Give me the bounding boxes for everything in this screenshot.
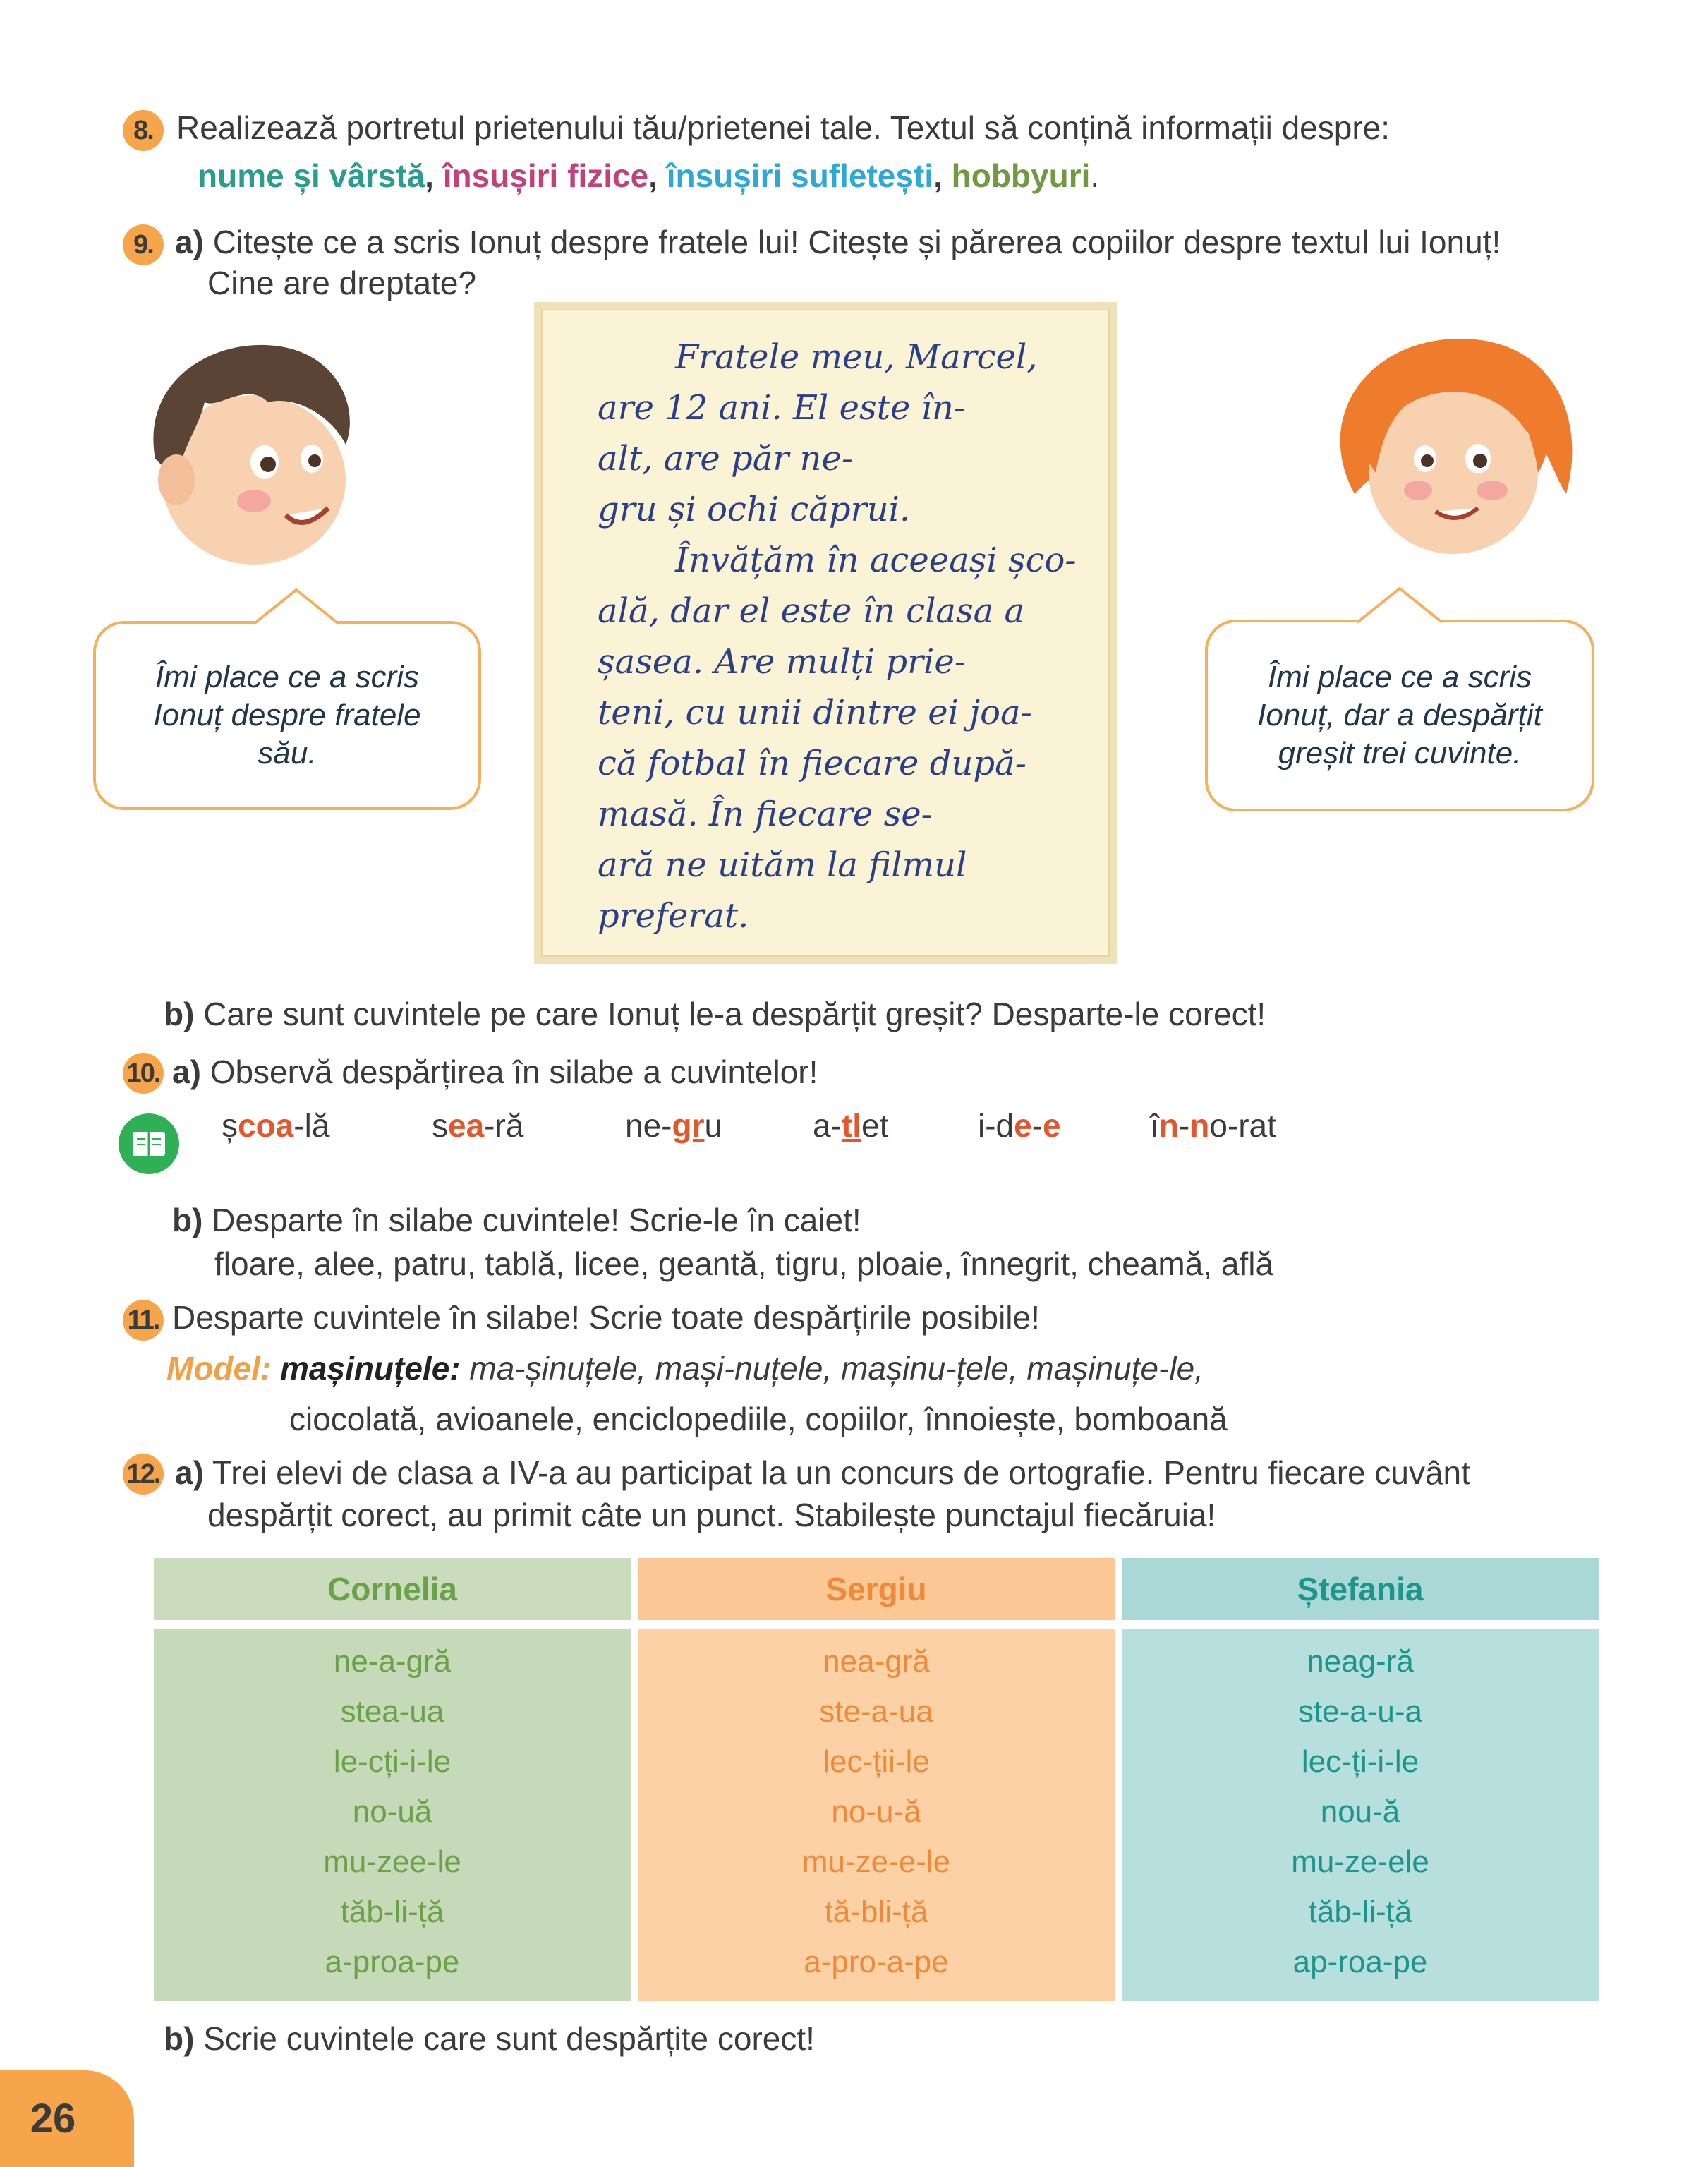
keyword-hobbies: hobbyuri	[951, 157, 1091, 194]
column-header-cornelia: Cornelia	[154, 1558, 631, 1620]
table-cell: tăb-li-ță	[340, 1895, 444, 1929]
part: o-rat	[1209, 1107, 1276, 1144]
exercise-9a-text	[175, 222, 1501, 262]
table-cell: tăb-li-ță	[1308, 1895, 1412, 1929]
part-highlight: gr	[672, 1107, 705, 1144]
note-line-1: Fratele meu, Marcel,	[675, 337, 1038, 377]
syllable-word-6	[1150, 1106, 1276, 1145]
exercise-12a-line2: despărțit corect, au primit câte un punct. Stabilește punctajul fiecăruia!	[207, 1497, 1216, 1533]
bubble-left-line2: Ionuț despre fratele	[153, 698, 421, 732]
note-line-3: alt, are păr ne-	[598, 439, 854, 478]
part: ș	[222, 1107, 238, 1144]
keyword-physical: însușiri fizice	[442, 157, 649, 194]
exercise-12b-instruction: Scrie cuvintele care sunt despărțite corect!	[203, 2020, 815, 2057]
part: -	[1178, 1107, 1190, 1144]
exercise-number-8: 8.	[123, 110, 164, 151]
girl-illustration	[1312, 332, 1594, 565]
part-highlight: coa	[238, 1107, 294, 1144]
keyword-soul: însușiri sufletești	[666, 157, 934, 194]
part: -	[1031, 1107, 1043, 1144]
bubble-right-line2: Ionuț, dar a despărțit	[1257, 698, 1542, 732]
table-cell: nou-ă	[1320, 1794, 1400, 1829]
exercise-10b-words: floare, alee, patru, tablă, licee, geantă, tigru, ploaie, înnegrit, cheamă, află	[214, 1245, 1274, 1282]
note-line-4: gru și ochi căprui.	[598, 490, 911, 529]
note-line-11: ară ne uităm la filmul	[598, 845, 967, 885]
exercise-10a-instruction: Observă despărțirea în silabe a cuvintelor!	[210, 1054, 818, 1090]
table-cell: mu-zee-le	[323, 1845, 461, 1879]
exercise-12a-text	[175, 1452, 1470, 1493]
table-cell: no-uă	[352, 1794, 432, 1829]
part: u	[704, 1107, 723, 1144]
part: et	[861, 1107, 889, 1144]
syllable-word-3	[625, 1106, 722, 1145]
note-line-6: ală, dar el este în clasa a	[598, 591, 1025, 631]
note-line-7: șasea. Are mulți prie-	[598, 642, 967, 682]
part: -ră	[484, 1107, 524, 1144]
part-highlight: n	[1189, 1107, 1210, 1144]
bubble-right-line3: greșit trei cuvinte.	[1278, 736, 1522, 771]
period: .	[1090, 157, 1100, 194]
label-b: b)	[164, 996, 195, 1032]
exercise-10a-text	[172, 1051, 818, 1092]
table-cell: lec-ții-le	[823, 1744, 930, 1779]
exercise-10b-instruction: Desparte în silabe cuvintele! Scrie-le în caiet!	[212, 1202, 861, 1238]
table-cell: ap-roa-pe	[1292, 1945, 1428, 1979]
note-line-8: teni, cu unii dintre ei joa-	[598, 693, 1032, 732]
label-a: a)	[175, 224, 204, 260]
table-cell: le-cți-i-le	[333, 1744, 452, 1779]
speech-bubble-right	[1205, 620, 1594, 811]
exercise-8-text: Realizează portretul prietenului tău/prietenei tale. Textul să conțină informații despre:	[176, 109, 1391, 146]
table-cell: lec-ți-i-le	[1301, 1744, 1419, 1779]
part-highlight: n	[1158, 1107, 1179, 1144]
part: a-	[813, 1107, 842, 1144]
part: î	[1150, 1107, 1159, 1144]
table-cell: ne-a-gră	[333, 1644, 452, 1679]
exercise-11-model	[166, 1348, 1204, 1389]
sep: ,	[425, 157, 443, 194]
exercise-9a-line2: Cine are dreptate?	[207, 265, 477, 301]
sep: ,	[933, 157, 952, 194]
bubble-right-tail	[1357, 587, 1442, 624]
bubble-right-line1: Îmi place ce a scris	[1267, 660, 1532, 694]
column-sergiu	[638, 1629, 1115, 2001]
exercise-10b-text	[172, 1200, 861, 1241]
column-stefania	[1122, 1629, 1599, 2001]
model-label: Model:	[166, 1350, 272, 1387]
handwritten-note	[534, 302, 1117, 964]
part: s	[432, 1107, 448, 1144]
note-line-10: masă. În fiecare se-	[598, 795, 933, 834]
table-cell: tă-bli-ță	[824, 1895, 928, 1929]
exercise-12b-text	[164, 2018, 815, 2059]
exercise-9a-line1: Citește ce a scris Ionuț despre fratele lui! Citește și părerea copiilor despre textul lui Ionuț!	[212, 224, 1501, 260]
part: i-d	[978, 1107, 1014, 1144]
syllable-word-2	[432, 1106, 523, 1145]
part-highlight: e	[1043, 1107, 1061, 1144]
table-cell: no-u-ă	[831, 1794, 921, 1829]
exercise-number-12: 12.	[123, 1454, 164, 1495]
boy-illustration	[127, 339, 367, 572]
page-number-tab	[0, 2070, 134, 2167]
syllable-word-4	[813, 1106, 888, 1145]
part-highlight: tl	[841, 1107, 862, 1144]
exercise-number-10: 10.	[123, 1053, 164, 1094]
column-cornelia	[154, 1629, 631, 2001]
exercise-9b-question: Care sunt cuvintele pe care Ionuț le-a despărțit greșit? Desparte-le corect!	[203, 996, 1266, 1032]
column-header-sergiu: Sergiu	[638, 1558, 1115, 1620]
syllable-word-1	[222, 1106, 329, 1145]
bubble-left-line3: său.	[258, 736, 317, 771]
table-cell: ste-a-ua	[819, 1694, 933, 1729]
table-cell: a-pro-a-pe	[804, 1945, 949, 1979]
part-highlight: ea	[448, 1107, 485, 1144]
book-icon	[117, 1112, 181, 1176]
table-cell: a-proa-pe	[325, 1945, 460, 1979]
label-a: a)	[172, 1054, 201, 1090]
exercise-11-words: ciocolată, avioanele, enciclopediile, copiilor, înnoiește, bomboană	[289, 1401, 1228, 1437]
note-line-9: că fotbal în fiecare după-	[598, 744, 1026, 783]
part-highlight: e	[1014, 1107, 1032, 1144]
table-cell: ste-a-u-a	[1297, 1694, 1423, 1729]
speech-bubble-left	[93, 621, 481, 810]
exercise-number-11: 11.	[123, 1300, 164, 1341]
label-b: b)	[172, 1202, 203, 1238]
label-a: a)	[175, 1454, 204, 1491]
table-cell: stea-ua	[340, 1694, 444, 1729]
part: -lă	[293, 1107, 330, 1144]
label-b: b)	[164, 2020, 195, 2057]
model-split: ma-șinuțele, mași-nuțele, mașinu-țele, mașinuțe-le,	[460, 1350, 1204, 1387]
model-word: mașinuțele:	[279, 1350, 461, 1387]
note-line-2: are 12 ani. El este în-	[598, 388, 966, 428]
page-number: 26	[30, 2096, 76, 2142]
syllable-word-5	[978, 1106, 1061, 1145]
table-cell: mu-ze-e-le	[801, 1845, 951, 1879]
keyword-name-age: nume și vârstă	[198, 157, 425, 194]
table-cell: neag-ră	[1307, 1644, 1414, 1679]
bubble-left-tail	[254, 588, 339, 625]
exercise-8-keywords	[198, 155, 1099, 196]
exercise-9b-text	[164, 994, 1266, 1034]
exercise-number-9: 9.	[123, 224, 164, 265]
part: ne-	[625, 1107, 672, 1144]
note-line-5: Învățăm în aceeași șco-	[675, 541, 1077, 580]
exercise-11-text: Desparte cuvintele în silabe! Scrie toate despărțirile posibile!	[172, 1299, 1040, 1336]
bubble-left-line1: Îmi place ce a scris	[155, 660, 420, 694]
column-header-stefania: Ștefania	[1122, 1558, 1599, 1620]
table-cell: mu-ze-ele	[1291, 1845, 1429, 1879]
note-line-12: preferat.	[598, 896, 749, 936]
sep: ,	[648, 157, 667, 194]
table-cell: nea-gră	[823, 1644, 930, 1679]
exercise-12a-line1: Trei elevi de clasa a IV-a au participat la un concurs de ortografie. Pentru fiecare cuvânt	[212, 1454, 1470, 1491]
